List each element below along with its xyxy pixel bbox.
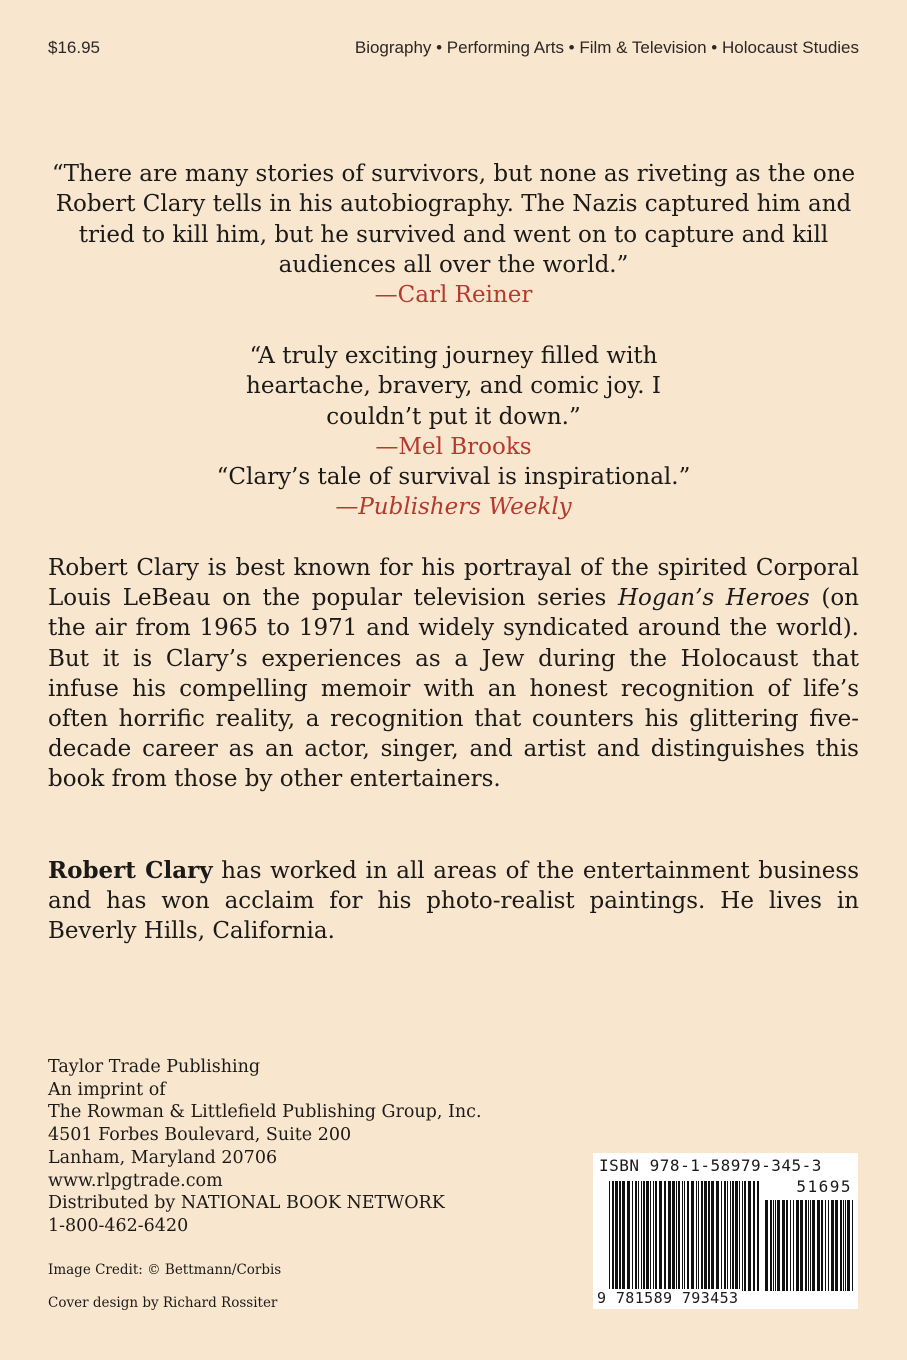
barcode-bar: [664, 1181, 666, 1291]
barcode-bar: [775, 1200, 776, 1291]
publisher-line: Distributed by NATIONAL BOOK NETWORK: [48, 1193, 445, 1214]
barcode-bar: [744, 1181, 746, 1291]
barcode-bar: [696, 1181, 697, 1291]
barcode-bar: [668, 1181, 671, 1291]
barcode-bar: [687, 1181, 689, 1291]
barcode-bar: [646, 1181, 649, 1291]
barcode-bar: [676, 1181, 677, 1291]
cover-design-credit: Cover design by Richard Rossiter: [48, 1295, 278, 1311]
barcode-bar: [716, 1181, 719, 1291]
barcode-bar: [852, 1200, 853, 1291]
publisher-line: 4501 Forbes Boulevard, Suite 200: [48, 1125, 352, 1146]
blurb-text: “Clary’s tale of survival is inspirational.”: [216, 464, 691, 490]
barcode-bar: [840, 1200, 842, 1291]
book-description: [48, 553, 859, 795]
blurb-reiner: [48, 159, 859, 310]
author-name: Robert Clary: [48, 857, 213, 884]
publisher-line: www.rlpgtrade.com: [48, 1170, 223, 1191]
barcode-bar: [684, 1181, 685, 1291]
barcode-bar: [641, 1181, 642, 1291]
barcode-bar: [682, 1181, 683, 1291]
barcode-bar: [615, 1181, 618, 1291]
barcode-bar: [659, 1181, 662, 1291]
barcode-bar: [825, 1200, 826, 1291]
barcode-bar: [678, 1181, 680, 1291]
publisher-line: 1-800-462-6420: [48, 1215, 189, 1236]
blurb-publishers-weekly: [48, 462, 859, 523]
blurb-text: “There are many stories of survivors, but none as riveting as the one Robert Clary tells in his autobiography. The Nazis captured him and tried to kill him, but he survived and went on to capture and kill audiences all over the world.”: [51, 161, 856, 278]
author-bio: [48, 856, 859, 947]
barcode-bar: [847, 1200, 850, 1291]
barcode-bar: [790, 1200, 791, 1291]
price: $16.95: [48, 38, 100, 57]
barcode: [593, 1153, 858, 1309]
barcode-bar: [698, 1181, 699, 1291]
barcode-bar: [757, 1181, 759, 1291]
publisher-info: [48, 1056, 482, 1238]
barcode-bar: [627, 1181, 630, 1291]
barcode-bar: [653, 1181, 654, 1291]
barcode-bar: [727, 1181, 728, 1291]
barcode-bar: [691, 1181, 694, 1291]
author-bio-text: has worked in all areas of the entertainment business and has won acclaim for his photo-realist paintings. He lives in Beverly Hills, California.: [48, 858, 859, 945]
barcode-bar: [753, 1181, 755, 1291]
barcode-bar: [810, 1200, 811, 1291]
barcode-bar: [742, 1181, 743, 1291]
barcode-bars-addon: [765, 1200, 853, 1291]
barcode-bar: [831, 1200, 834, 1291]
barcode-bar: [817, 1200, 820, 1291]
barcode-bar: [638, 1181, 639, 1291]
publisher-line: Lanham, Maryland 20706: [48, 1147, 278, 1168]
barcode-bar: [835, 1200, 838, 1291]
barcode-bar: [655, 1181, 657, 1291]
blurb-attribution: —Publishers Weekly: [335, 494, 572, 521]
barcode-bar: [765, 1200, 768, 1291]
barcode-bar: [796, 1200, 799, 1291]
publisher-line: An imprint of: [48, 1079, 166, 1100]
barcode-bar: [708, 1181, 710, 1291]
barcode-bar: [805, 1200, 807, 1291]
image-credit: Image Credit: © Bettmann/Corbis: [48, 1262, 282, 1278]
barcode-bar: [800, 1200, 803, 1291]
barcode-bar: [793, 1200, 794, 1291]
barcode-bar: [619, 1181, 621, 1291]
barcode-bar: [735, 1181, 738, 1291]
price-code: 51695: [796, 1177, 852, 1196]
barcode-bar: [609, 1181, 610, 1291]
barcode-bar: [612, 1181, 614, 1291]
description-part1: Robert Clary is best known for his portrayal of the spirited Corporal Louis LeBeau on the popular television series: [48, 555, 859, 612]
barcode-bar: [724, 1181, 726, 1291]
barcode-bar: [812, 1200, 815, 1291]
barcode-bar: [732, 1181, 734, 1291]
categories: Biography • Performing Arts • Film & Television • Holocaust Studies: [354, 38, 859, 57]
barcode-bar: [782, 1200, 785, 1291]
barcode-bar: [770, 1200, 772, 1291]
barcode-bar: [786, 1200, 788, 1291]
blurb-brooks: [48, 341, 859, 462]
blurb-attribution: —Carl Reiner: [374, 282, 533, 309]
barcode-digits: 9 781589 793453: [597, 1289, 739, 1307]
barcode-bar: [730, 1181, 731, 1291]
barcode-bar: [773, 1200, 774, 1291]
barcode-bar: [711, 1181, 714, 1291]
barcode-bar: [635, 1181, 637, 1291]
blurb-attribution: —Mel Brooks: [375, 433, 532, 460]
show-title: Hogan’s Heroes: [617, 585, 810, 612]
isbn-number: ISBN 978-1-58979-345-3: [599, 1156, 822, 1175]
barcode-bar: [845, 1200, 846, 1291]
barcode-bar: [622, 1181, 625, 1291]
barcode-bar: [721, 1181, 722, 1291]
barcode-bar: [632, 1181, 633, 1291]
barcode-bar: [777, 1200, 780, 1291]
barcode-bar: [704, 1181, 707, 1291]
publisher-line: Taylor Trade Publishing: [48, 1057, 261, 1077]
publisher-line: The Rowman & Littlefield Publishing Group, Inc.: [48, 1102, 482, 1123]
barcode-bar: [821, 1200, 823, 1291]
barcode-bar: [739, 1181, 740, 1291]
barcode-bar: [828, 1200, 829, 1291]
barcode-bars-main: [609, 1181, 759, 1291]
barcode-bar: [701, 1181, 703, 1291]
barcode-bar: [650, 1181, 651, 1291]
barcode-bar: [748, 1181, 751, 1291]
barcode-bar: [843, 1200, 844, 1291]
blurb-text: “A truly exciting journey filled with heartache, bravery, and comic joy. I couldn’t put it down.”: [246, 343, 661, 430]
barcode-bar: [643, 1181, 645, 1291]
description-part2: (on the air from 1965 to 1971 and widely syndicated around the world). But it is Clary’s experiences as a Jew during the Holocaust that infuse his compelling memoir with an honest recognition of life’s often horrific reality, a recognition that counters his glittering five-decade career as an actor, singer, and artist and distinguishes this book from those by other entertainers.: [48, 585, 859, 793]
barcode-bar: [808, 1200, 809, 1291]
barcode-bar: [672, 1181, 675, 1291]
